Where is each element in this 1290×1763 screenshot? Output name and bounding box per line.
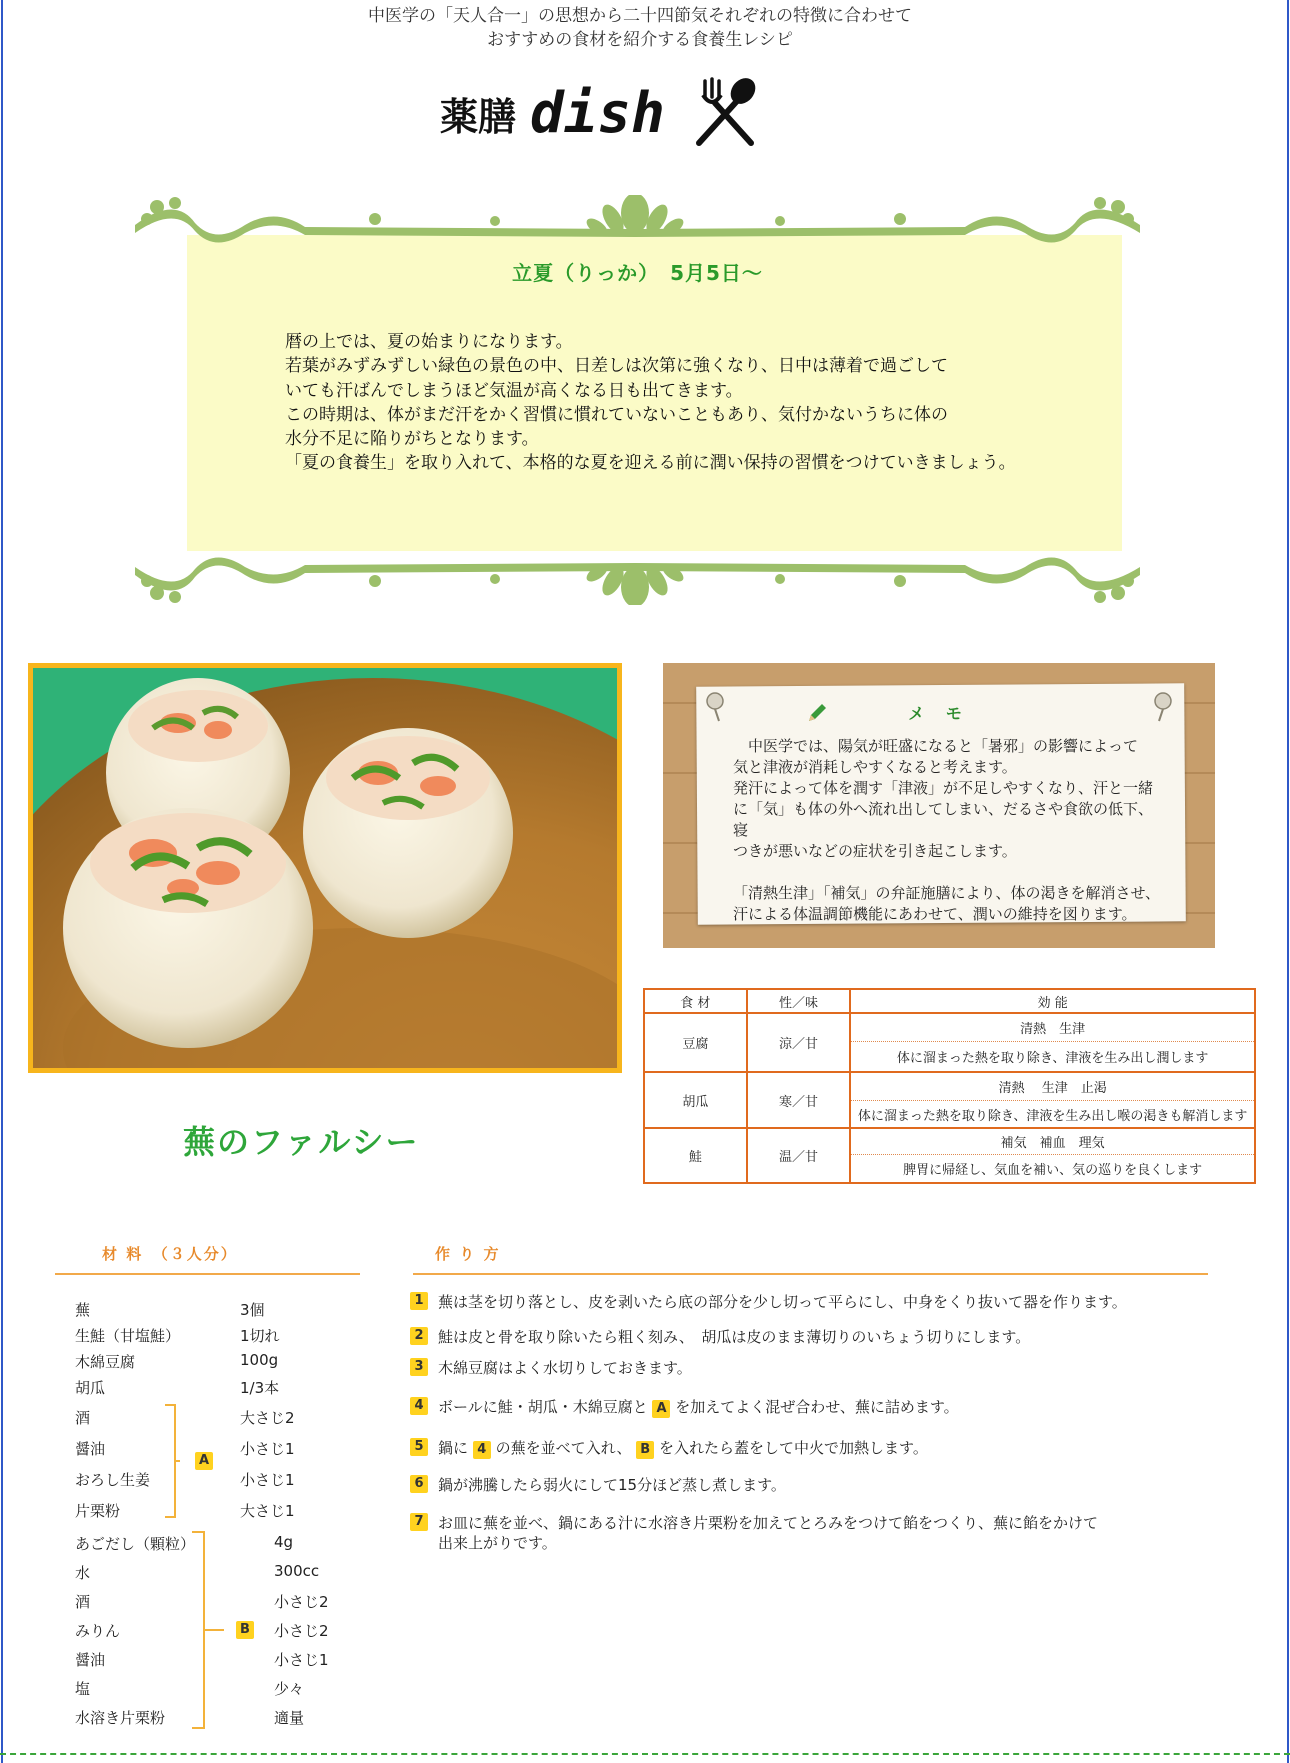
table-header: 食 材 [644,989,747,1013]
step-text-line: お皿に蕪を並べ、鍋にある汁に水溶き片栗粉を加えてとろみをつけて餡をつくり、蕪に餡をかけて [438,1514,1099,1532]
step-text-part: 鍋に [438,1439,469,1457]
step-number: 3 [410,1358,428,1376]
ingredient-amount: 適量 [274,1709,305,1727]
step-number: 7 [410,1513,428,1531]
season-line: 暦の上では、夏の始まりになります。 [285,332,573,352]
ingredient-name: 片栗粉 [75,1502,121,1520]
step-inline-tag: A [652,1400,670,1418]
step-number: 6 [410,1475,428,1493]
ingredient-amount: 大さじ2 [240,1409,295,1427]
step-text-part: の蕪を並べて入れ、 [495,1439,632,1457]
step-inline-tag: 4 [473,1441,491,1459]
memo-line: 気と津液が消耗しやすくなると考えます。 [733,758,1017,776]
step-text: 鍋が沸騰したら弱火にして15分ほど蒸し煮します。 [438,1476,786,1494]
page-border-left [1,0,3,1763]
season-line: この時期は、体がまだ汗をかく習慣に慣れていないこともあり、気付かないうちに体の [285,404,948,425]
table-cell-food: 鮭 [644,1128,747,1183]
ingredient-name: 塩 [75,1680,91,1698]
step-text [438,1513,1208,1553]
table-row [644,1128,1255,1154]
ingredient-name: 蕪 [75,1301,91,1319]
table-cell-nature: 涼／甘 [747,1013,851,1072]
table-cell-nature: 温／甘 [747,1128,851,1183]
intro-text [270,4,1010,52]
step-number: 5 [410,1438,428,1456]
step-inline-tag: B [636,1441,654,1459]
table-row [644,1013,1255,1041]
season-title: 立夏（りっか） 5月5日～ [512,261,763,285]
step-text-part: を加えてよく混ぜ合わせ、蕪に詰めます。 [675,1398,959,1416]
page-border-right [1287,0,1289,1763]
intro-line-1: 中医学の「天人合一」の思想から二十四節気それぞれの特徴に合わせて [368,6,912,26]
dish-name: 蕪のファルシー [183,1123,420,1161]
ingredient-amount: 1/3本 [240,1379,280,1397]
dish-photo [28,663,622,1073]
ingredients-rule [55,1273,360,1275]
step-text: 蕪は茎を切り落とし、皮を剥いたら底の部分を少し切って平らにし、中身をくり抜いて器を作ります。 [438,1293,1127,1311]
table-cell-effect: 補気 補血 理気 [850,1128,1255,1154]
page-border-bottom [0,1753,1290,1755]
ingredient-name: おろし生姜 [75,1471,151,1489]
memo-line: つきが悪いなどの症状を引き起こします。 [733,842,1017,860]
ingredient-amount: 300cc [274,1562,320,1580]
memo-line: 発汗によって体を潤す「津液」が不足しやすくなり、汗と一緒 [733,779,1154,797]
step-number: 1 [410,1292,428,1310]
table-row [644,1072,1255,1100]
step-text-part: ボールに鮭・胡瓜・木綿豆腐と [438,1398,648,1416]
ingredient-amount: 100g [240,1351,279,1369]
step-text [438,1438,1208,1459]
memo-title: メ モ [908,704,970,723]
season-card [135,195,1140,605]
memo-line [733,862,1163,883]
ingredient-amount: 4g [274,1533,294,1551]
group-a-bracket-icon [163,1403,181,1519]
table-cell-desc: 体に溜まった熱を取り除き、津液を生み出し喉の渇きも解消します [850,1100,1255,1128]
memo-text [733,736,1163,925]
logo-kanji: 薬膳 [440,93,517,139]
memo-line: 中医学では、陽気が旺盛になると「暑邪」の影響によって [733,737,1139,755]
table-header: 効 能 [850,989,1255,1013]
table-cell-desc: 体に溜まった熱を取り除き、津液を生み出し潤します [850,1042,1255,1072]
table-cell-desc: 脾胃に帰経し、気血を補い、気の巡りを良くします [850,1155,1255,1183]
stuffed-turnip-photo-icon [33,668,617,1068]
step-text [438,1397,1208,1418]
memo-line: 「清熱生津」「補気」の弁証施膳により、体の渇きを解消させ、 [733,884,1161,902]
memo-line: に「気」も体の外へ流れ出してしまい、だるさや食欲の低下、寝 [733,800,1154,839]
season-line: 水分不足に陥りがちとなります。 [285,429,539,450]
season-description [285,330,1085,476]
logo [440,68,765,158]
ingredient-amount: 小さじ1 [240,1471,295,1489]
season-line: 若葉がみずみずしい緑色の景色の中、日差しは次第に強くなり、日中は薄着で過ごして [285,356,948,377]
ingredient-amount: 少々 [274,1680,305,1698]
step-text: 木綿豆腐はよく水切りしておきます。 [438,1359,692,1377]
food-efficacy-table [643,988,1256,1184]
step-text-part: を入れたら蓋をして中火で加熱します。 [659,1439,928,1457]
table-cell-effect: 清熱 生津 [850,1013,1255,1041]
ingredient-name: あごだし（顆粒） [75,1535,196,1553]
ingredient-name: 醤油 [75,1651,106,1669]
logo-latin: dish [530,80,665,146]
ingredient-amount: 小さじ2 [274,1593,329,1611]
vine-ornament-bottom-icon [135,535,1140,605]
ingredient-name: 酒 [75,1593,91,1611]
ingredient-name: 水溶き片栗粉 [75,1709,166,1727]
ingredient-name: みりん [75,1622,121,1640]
ingredient-amount: 1切れ [240,1327,280,1345]
season-line: 「夏の食養生」を取り入れて、本格的な夏を迎える前に潤い保持の習慣をつけていきましょう。 [285,453,1016,474]
ingredient-amount: 小さじ1 [274,1651,329,1669]
step-number: 2 [410,1327,428,1345]
ingredient-name: 生鮭（甘塩鮭） [75,1327,181,1345]
ingredient-amount: 大さじ1 [240,1502,295,1520]
season-line: いても汗ばんでしまうほど気温が高くなる日も出てきます。 [285,380,743,401]
ingredient-name: 酒 [75,1409,91,1427]
method-heading: 作 り 方 [435,1245,501,1263]
ingredient-name: 胡瓜 [75,1379,106,1397]
step-number: 4 [410,1397,428,1415]
table-cell-food: 胡瓜 [644,1072,747,1129]
group-b-bracket-icon [190,1530,230,1730]
intro-line-2: おすすめの食材を紹介する食養生レシピ [487,30,793,50]
group-b-tag: B [236,1621,254,1639]
method-rule [413,1273,1208,1275]
ingredients-heading: 材 料 （３人分） [102,1245,238,1263]
table-cell-food: 豆腐 [644,1013,747,1072]
step-text-line: 出来上がりです。 [438,1534,557,1552]
step-text: 鮭は皮と骨を取り除いたら粗く刻み、 胡瓜は皮のまま薄切りのいちょう切りにします。 [438,1328,1031,1346]
memo-board [663,663,1215,948]
memo-line: 汗による体温調節機能にあわせて、潤いの維持を図ります。 [733,905,1137,923]
ingredient-amount: 3個 [240,1301,265,1319]
table-cell-effect: 清熱 生津 止渇 [850,1072,1255,1100]
table-header-row [644,989,1255,1013]
vine-ornament-top-icon [135,195,1140,265]
ingredient-name: 水 [75,1564,91,1582]
ingredient-amount: 小さじ1 [240,1440,295,1458]
ingredient-name: 木綿豆腐 [75,1353,136,1371]
fork-spoon-icon [685,73,765,153]
group-a-tag: A [195,1452,213,1470]
table-cell-nature: 寒／甘 [747,1072,851,1129]
ingredient-name: 醤油 [75,1440,106,1458]
ingredient-amount: 小さじ2 [274,1622,329,1640]
table-header: 性／味 [747,989,851,1013]
